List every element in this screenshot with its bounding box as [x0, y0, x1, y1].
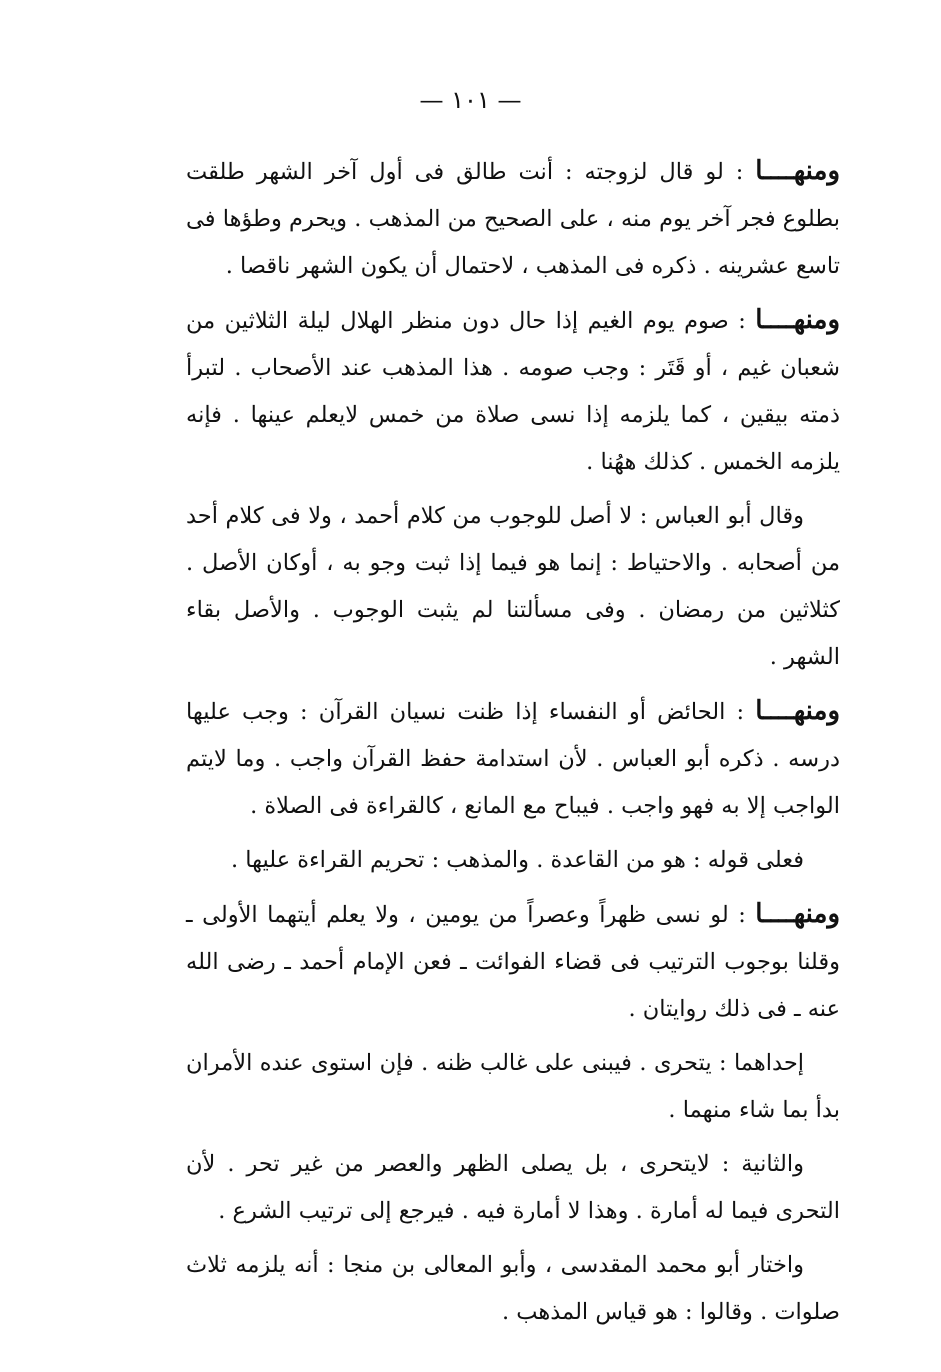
- paragraph: [186, 1040, 840, 1134]
- section-heading: ومنهــــا: [755, 305, 840, 335]
- paragraph: [186, 837, 840, 884]
- paragraph: [186, 148, 840, 290]
- page-number: — ١٠١ —: [419, 86, 522, 114]
- section-heading: ومنهــــا: [755, 156, 840, 186]
- paragraph-text: فعلى قوله : هو من القاعدة . والمذهب : تحريم القراءة عليها .: [230, 847, 804, 873]
- section-heading: ومنهــــا: [755, 899, 840, 929]
- paragraph: [186, 891, 840, 1033]
- paragraph-text: وقال أبو العباس : لا أصل للوجوب من كلام أحمد ، ولا فى كلام أحد من أصحابه . والاحتياط : إنما هو فيما إذا ثبت وجو به ، أوكان الأصل . كثلاثين من رمضان . وفى مسألتنا لم يثبت الوجوب . والأصل بقاء الشهر .: [186, 503, 840, 670]
- paragraph-text: إحداهما : يتحرى . فيبنى على غالب ظنه . فإن استوى عنده الأمران بدأ بما شاء منهما .: [186, 1050, 840, 1123]
- paragraph: [186, 297, 840, 486]
- paragraph-text: : لو قال لزوجته : أنت طالق فى أول آخر الشهر طلقت بطلوع فجر آخر يوم منه ، على الصحيح من المذهب . ويحرم وطؤها فى تاسع عشرينه . ذكره فى المذهب ، لاحتمال أن يكون الشهر ناقصا .: [186, 159, 840, 279]
- paragraph: [186, 493, 840, 681]
- paragraph-text: واختار أبو محمد المقدسى ، وأبو المعالى بن منجا : أنه يلزمه ثلاث صلوات . وقالوا : هو قياس المذهب .: [186, 1252, 840, 1325]
- paragraph-text: : صوم يوم الغيم إذا حال دون منظر الهلال ليلة الثلاثين من شعبان غيم ، أو قَتَر : وجب صومه . هذا المذهب عند الأصحاب . لتبرأ ذمته بيقين ، كما يلزمه إذا نسى صلاة من خمس لايعلم عينها . فإنه يلزمه الخمس . كذلك ههُنا .: [186, 308, 840, 475]
- paragraph: [186, 1141, 840, 1235]
- paragraph-text: والثانية : لايتحرى ، بل يصلى الظهر والعصر من غير تحر . لأن التحرى فيما له أمارة . وهذا لا أمارة فيه . فيرجع إلى ترتيب الشرع .: [186, 1151, 840, 1224]
- section-heading: ومنهــــا: [755, 696, 840, 726]
- paragraph: [186, 1242, 840, 1336]
- paragraph-text: : الحائض أو النفساء إذا ظنت نسيان القرآن : وجب عليها درسه . ذكره أبو العباس . لأن استدامة حفظ القرآن واجب . وما لايتم الواجب إلا به فهو واجب . فيباح مع المانع ، كالقراءة فى الصلاة .: [186, 699, 840, 819]
- paragraph-text: : لو نسى ظهراً وعصراً من يومين ، ولا يعلم أيتهما الأولى ـ وقلنا بوجوب الترتيب فى قضاء الفوائت ـ فعن الإمام أحمد ـ رضى الله عنه ـ فى ذلك روايتان .: [186, 902, 840, 1022]
- paragraph: [186, 688, 840, 830]
- body-text: [186, 148, 840, 1343]
